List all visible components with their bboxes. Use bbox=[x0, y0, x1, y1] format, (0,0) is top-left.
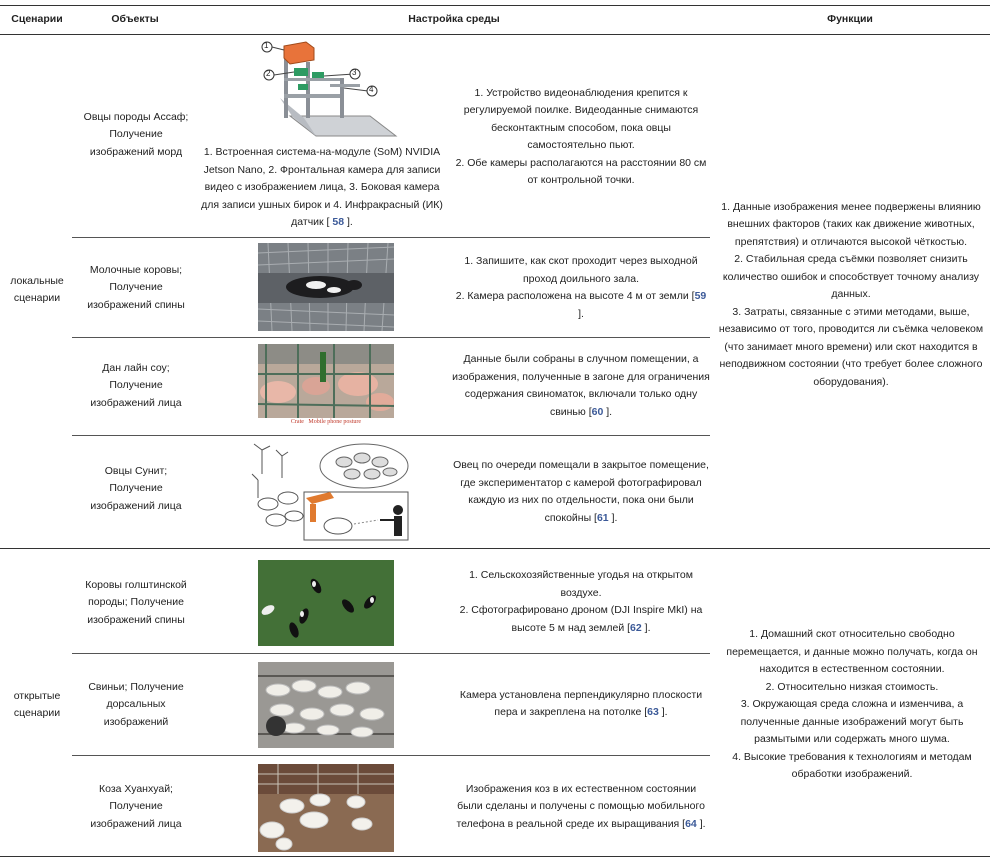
header-setup: Настройка среды bbox=[408, 13, 500, 26]
drone-cows-photo bbox=[258, 560, 394, 646]
row-divider bbox=[72, 435, 710, 436]
header-bottom-rule bbox=[0, 34, 990, 35]
photo-caption: Crate Mobile phone posture bbox=[290, 419, 362, 425]
setup-cell: 1. Устройство видеонаблюдения крепится к регулируемой поилке. Видеоданные снимаются бесконтактным способом, пока овцы самостоятельно пьют. 2. Обе камеры располагаются на расстоянии 80 см от контрольной точки. bbox=[455, 86, 707, 186]
reference-link[interactable]: 58 bbox=[332, 216, 345, 229]
scenario-local: локальные сценарии bbox=[10, 274, 64, 304]
group-divider bbox=[0, 548, 990, 549]
drinking-station-diagram bbox=[250, 38, 400, 140]
functions-local: 1. Данные изображения менее подвержены влиянию внешних факторов (таких как движение животных, препятствия) и отличаются высокой чёткостью. 2. Стабильная среда съёмки позволяет снизить количество ошибок и способствует точному анализу данных. 3. Затраты, связанные с этими методами, выше, независимо от того, проводится ли съёмка человеком (что занимает много времени) или скот находится в неподвижном состоянии (что требует более сложного оборудования). bbox=[718, 200, 984, 388]
cow-milking-photo bbox=[258, 243, 394, 331]
setup-cell: 1. Сельскохозяйственные угодья на открытом воздухе. 2. Сфотографировано дроном (DJI Inspire MkI) на высоте 5 м над землей [62 ]. bbox=[459, 569, 703, 634]
object-cell: Молочные коровы; Получение изображений спины bbox=[87, 263, 185, 311]
object-cell: Коровы голштинской породы; Получение изображений спины bbox=[85, 578, 187, 626]
sow-crate-photo bbox=[258, 344, 394, 432]
object-cell: Коза Хуанхуай; Получение изображений лица bbox=[90, 782, 182, 830]
row-divider bbox=[72, 337, 710, 338]
goats-photo bbox=[258, 764, 394, 852]
setup-cell: Камера установлена перпендикулярно плоскости пера и закреплена на потолке [63 ]. bbox=[459, 688, 703, 718]
table-bottom-rule bbox=[0, 856, 990, 857]
reference-link[interactable]: 60 bbox=[591, 405, 604, 418]
setup-cell: 1. Запишите, как скот проходит через выходной проход доильного зала. 2. Камера расположена на высоте 4 м от земли [59 ]. bbox=[455, 255, 707, 320]
object-cell: Дан лайн соу; Получение изображений лица bbox=[90, 361, 182, 409]
pig-pen-photo bbox=[258, 662, 394, 748]
row-divider bbox=[72, 653, 710, 654]
reference-link[interactable]: 63 bbox=[647, 706, 659, 718]
setup-cell: Овец по очереди помещали в закрытое помещение, где экспериментатор с камерой фотографировал каждую из них по отдельности, пока они были спокойны [61 ]. bbox=[453, 459, 709, 524]
diagram-label: 1 bbox=[264, 41, 269, 50]
row-divider bbox=[72, 755, 710, 756]
functions-open: 1. Домашний скот относительно свободно перемещается, и данные можно получать, когда он находится в естественном состоянии. 2. Относительно низкая стоимость. 3. Окружающая среда сложна и изменчива, а полученные данные изображений могут быть размытыми или содержать много шума. 4. Высокие требования к технологиям и методам обработки изображений. bbox=[726, 628, 978, 781]
diagram-label: 3 bbox=[352, 68, 357, 77]
setup-cell: Изображения коз в их естественном состоянии были сделаны и получены с помощью мобильного телефона в реальной среде их выращивания [64 ]. bbox=[456, 782, 706, 830]
header-scenarios: Сценарии bbox=[11, 13, 63, 26]
reference-link[interactable]: 59 bbox=[694, 290, 707, 302]
scenario-open: открытые сценарии bbox=[13, 689, 61, 719]
header-functions: Функции bbox=[827, 13, 873, 26]
reference-link[interactable]: 62 bbox=[630, 621, 642, 634]
sheep-photography-diagram bbox=[248, 440, 410, 544]
object-cell: Свиньи; Получение дорсальных изображений bbox=[88, 680, 184, 728]
object-cell: Овцы Сунит; Получение изображений лица bbox=[90, 464, 182, 512]
row-divider bbox=[72, 237, 710, 238]
diagram-label: 4 bbox=[369, 85, 374, 94]
reference-link[interactable]: 61 bbox=[596, 511, 609, 524]
image-caption: 1. Встроенная система-на-модуле (SoM) NVIDIA Jetson Nano, 2. Фронтальная камера для записи видео с изображением лица, 3. Боковая камера для записи ушных бирок и 4. Инфракрасный (ИК) датчик [ 58 ]. bbox=[201, 146, 443, 229]
reference-link[interactable]: 64 bbox=[685, 817, 697, 830]
setup-cell: Данные были собраны в случном помещении, а изображения, полученные в загоне для ограничения содержания свиноматок, включали только одну свинью [60 ]. bbox=[452, 353, 710, 418]
diagram-label: 2 bbox=[266, 69, 271, 78]
object-cell: Овцы породы Ассаф; Получение изображений морд bbox=[83, 110, 189, 158]
header-objects: Объекты bbox=[111, 13, 159, 26]
